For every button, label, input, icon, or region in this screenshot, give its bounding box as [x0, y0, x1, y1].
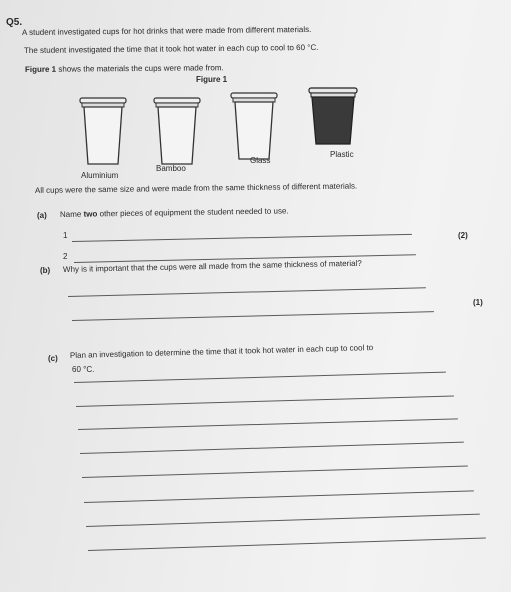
figure-reference-text: shows the materials the cups were made from.	[58, 63, 224, 74]
answer-line-b2[interactable]	[72, 311, 434, 321]
answer-line-c5[interactable]	[82, 466, 468, 478]
part-a-marks: (2)	[458, 231, 468, 240]
glass-cup-image	[229, 91, 279, 163]
cup-label-glass: Glass	[250, 156, 271, 165]
part-c-prompt-line1: Plan an investigation to determine the time that it took hot water in each cup to cool to	[69, 343, 374, 360]
bamboo-cup-image	[152, 96, 202, 168]
part-b-prompt: Why is it important that the cups were all made from the same thickness of material?	[62, 258, 362, 274]
cup-label-bamboo: Bamboo	[156, 164, 186, 173]
answer-2-label: 2	[63, 252, 68, 261]
answer-line-c7[interactable]	[86, 514, 480, 527]
part-b-label: (b)	[40, 266, 51, 275]
part-a-label: (a)	[37, 211, 47, 220]
part-c-prompt-line2: 60 °C.	[72, 365, 95, 374]
answer-line-c8[interactable]	[88, 537, 486, 551]
figure-title: Figure 1	[196, 75, 228, 84]
part-a-prompt-bold: two	[83, 209, 98, 219]
answer-line-c6[interactable]	[84, 490, 474, 503]
answer-line-c1[interactable]	[74, 372, 446, 383]
cup-label-aluminium: Aluminium	[81, 171, 119, 180]
part-b-marks: (1)	[473, 298, 483, 307]
part-a-prompt	[60, 207, 289, 219]
part-c-label: (c)	[48, 354, 58, 363]
intro-text-1: A student investigated cups for hot drinks that were made from different materials.	[21, 24, 312, 37]
intro-text-2: The student investigated the time that it took hot water in each cup to cool to 60 °C.	[23, 42, 319, 55]
question-number: Q5.	[6, 17, 23, 28]
answer-line-a1[interactable]	[72, 234, 412, 242]
part-a-prompt-start: Name	[59, 209, 82, 219]
answer-1-label: 1	[63, 231, 68, 240]
answer-line-c4[interactable]	[80, 442, 464, 454]
figure-reference	[25, 64, 224, 74]
cup-label-plastic: Plastic	[330, 150, 354, 159]
plastic-cup-image	[307, 86, 359, 148]
answer-line-c2[interactable]	[76, 395, 454, 407]
figure-reference-bold: Figure 1	[24, 64, 57, 74]
aluminium-cup-image	[78, 96, 128, 168]
part-a-prompt-end: other pieces of equipment the student needed to use.	[99, 206, 289, 219]
answer-line-b1[interactable]	[68, 287, 426, 297]
cups-statement: All cups were the same size and were made from the same thickness of different materials.	[34, 181, 358, 195]
answer-line-c3[interactable]	[78, 418, 458, 430]
